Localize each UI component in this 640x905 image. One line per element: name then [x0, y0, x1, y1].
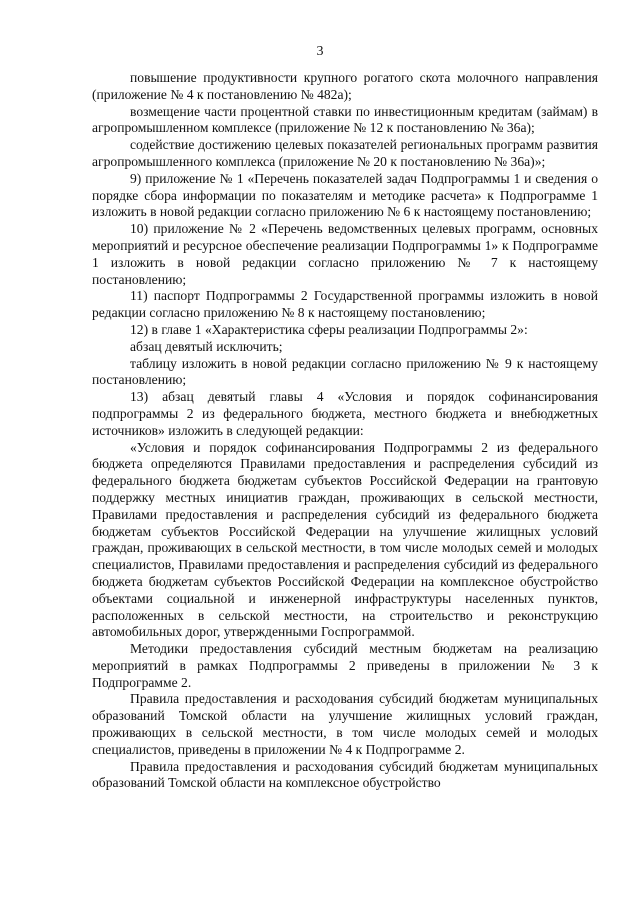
paragraph: 9) приложение № 1 «Перечень показателей задач Подпрограммы 1 и сведения о порядке сбора информации по показателям и методике расчета» к Подпрограмме 1 изложить в новой редакции согласно приложению № 6 к настоящему постановлению;: [92, 170, 598, 220]
page-number: 3: [316, 44, 324, 59]
paragraph: 10) приложение № 2 «Перечень ведомственных целевых программ, основных мероприятий и ресурсное обеспечение реализации Подпрограммы 1» к Подпрограмме 1 изложить в новой редакции согласно приложению № 7 к настоящему постановлению;: [92, 221, 598, 287]
paragraph: повышение продуктивности крупного рогатого скота молочного направления (приложение № 4 к постановлению № 482а);: [92, 70, 598, 102]
paragraph: Правила предоставления и расходования субсидий бюджетам муниципальных образований Томской области на улучшение жилищных условий граждан, проживающих в сельской местности, в том числе молодых семей и молодых специалистов, приведены в приложении № 4 к Подпрограмме 2.: [92, 691, 598, 757]
paragraph: 13) абзац девятый главы 4 «Условия и порядок софинансирования подпрограммы 2 из федерального бюджета, местного бюджета и внебюджетных источников» изложить в следующей редакции:: [92, 389, 598, 438]
paragraph: возмещение части процентной ставки по инвестиционным кредитам (займам) в агропромышленном комплексе (приложение № 12 к постановлению № 36а);: [92, 103, 598, 136]
paragraph: 12) в главе 1 «Характеристика сферы реализации Подпрограммы 2»:: [130, 321, 528, 337]
paragraph: Правила предоставления и расходования субсидий бюджетам муниципальных образований Томской области на комплексное обустройство: [92, 758, 598, 791]
paragraph: содействие достижению целевых показателей региональных программ развития агропромышленного комплекса (приложение № 20 к постановлению № 36а)»;: [92, 137, 598, 169]
paragraph: Методики предоставления субсидий местным бюджетам на реализацию мероприятий в рамках Подпрограммы 2 приведены в приложении № 3 к Подпрограмме 2.: [92, 641, 598, 690]
paragraph: абзац девятый исключить;: [130, 338, 283, 354]
paragraph: «Условия и порядок софинансирования Подпрограммы 2 из федерального бюджета определяются Правилами предоставления и распределения субсидий из федерального бюджета бюджетам субъектов Российской Федерации на грантовую поддержку местных инициатив граждан, проживающих в сельской местности, Правилами предоставления и распределения субсидий из федерального бюджета бюджетам субъектов Российской Федерации на улучшение жилищных условий граждан, проживающих в сельской местности, в том числе молодых семей и молодых специалистов, Правилами предоставления и распределения субсидий из федерального бюджета бюджетам субъектов Российской Федерации на комплексное обустройство объектами социальной и инженерной инфраструктуры населенных пунктов, расположенных в сельской местности, на строительство и реконструкцию автомобильных дорог, утвержденными Госпрограммой.: [92, 439, 598, 640]
paragraph: таблицу изложить в новой редакции согласно приложению № 9 к настоящему постановлению;: [92, 355, 598, 388]
paragraph: 11) паспорт Подпрограммы 2 Государственной программы изложить в новой редакции согласно приложению № 8 к настоящему постановлению;: [92, 288, 598, 321]
document-body: [92, 70, 598, 792]
